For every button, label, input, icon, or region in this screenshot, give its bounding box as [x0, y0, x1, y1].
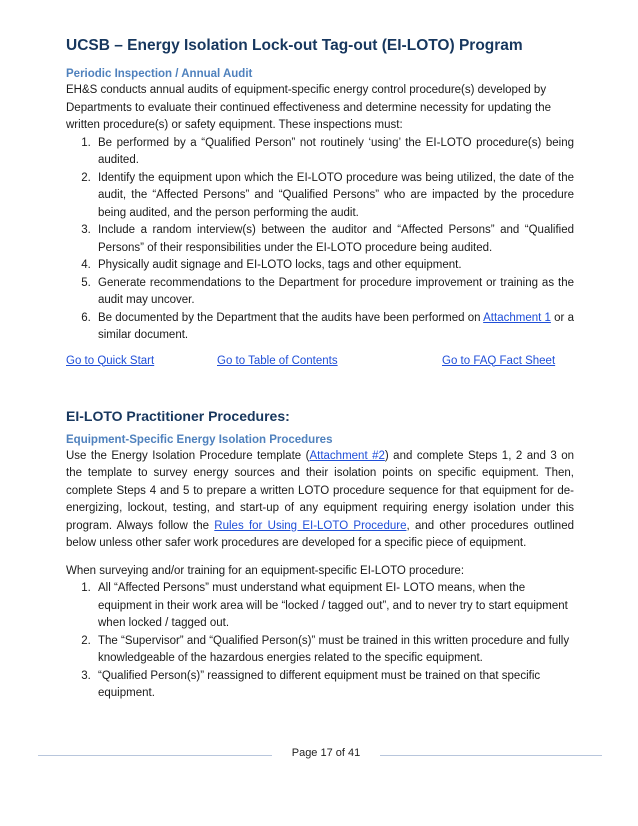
document-page [66, 36, 574, 703]
survey-intro: When surveying and/or training for an equipment-specific EI-LOTO procedure: [66, 564, 465, 577]
table-of-contents-link[interactable]: Go to Table of Contents [217, 354, 338, 367]
list-item: 5. Generate recommendations to the Department for procedure improvement or training as the audit may uncover. [94, 275, 574, 310]
paragraph-text: Use the Energy Isolation Procedure template ( [66, 449, 310, 462]
practitioner-heading: EI-LOTO Practitioner Procedures: [66, 407, 290, 424]
list-item: 3. “Qualified Person(s)” reassigned to different equipment must be trained on that specific equipment. [94, 668, 574, 703]
practitioner-paragraph [66, 448, 574, 553]
audit-intro: EH&S conducts annual audits of equipment-specific energy control procedure(s) developed by Departments to evaluate their continued effectiveness and determine necessity for updating the written procedure(s) or safety equipment. These inspections must: [66, 84, 551, 131]
quick-start-link[interactable]: Go to Quick Start [66, 354, 155, 367]
list-item: 1. All “Affected Persons” must understand what equipment EI- LOTO means, when the equipment in their work area will be “locked / tagged out”, and to never try to start equipment when locked / tagged out. [94, 580, 574, 633]
attachment-2-link[interactable]: Attachment #2 [309, 449, 385, 462]
footer-divider [38, 755, 272, 756]
navigation-links [66, 353, 574, 370]
spacer [66, 553, 574, 563]
page-footer [0, 744, 638, 768]
list-item: 2. The “Supervisor” and “Qualified Person(s)” must be trained in this written procedure and fully knowledgeable of the hazardous energies related to the specific equipment. [94, 633, 574, 668]
list-item-text: or a similar document. [98, 311, 574, 341]
list-item: 3. Include a random interview(s) between the auditor and “Affected Persons” and “Qualified Persons” of their responsibilities under the EI-LOTO procedure being audited. [94, 222, 574, 257]
paragraph-text: , and other procedures outlined below unless other safer work procedures are developed for a specific piece of equipment. [66, 519, 574, 549]
list-item [94, 310, 574, 345]
list-item: 4. Physically audit signage and EI-LOTO locks, tags and other equipment. [94, 257, 574, 275]
page-number: Page 17 of 41 [291, 747, 361, 759]
footer-divider [380, 755, 602, 756]
survey-requirements-list [66, 580, 574, 703]
paragraph-text: ) and complete Steps 1, 2 and 3 on the template to survey energy sources and their isolation points on specific equipment. Then, complete Steps 4 and 5 to prepare a written LOTO procedure sequence for that equipment for de-energizing, lockout, testing, and start-up of any equipment requiring energy isolation under this program. Always follow the [66, 449, 575, 532]
practitioner-subheading: Equipment-Specific Energy Isolation Procedures [66, 433, 333, 446]
document-title: UCSB – Energy Isolation Lock-out Tag-out (EI-LOTO) Program [66, 37, 523, 54]
list-item-text: Be documented by the Department that the audits have been performed on [98, 311, 484, 324]
faq-fact-sheet-link[interactable]: Go to FAQ Fact Sheet [442, 354, 556, 367]
attachment-1-link[interactable]: Attachment 1 [483, 311, 551, 324]
rules-link[interactable]: Rules for Using EI-LOTO Procedure [214, 519, 407, 532]
list-item: 2. Identify the equipment upon which the EI-LOTO procedure was being utilized, the date of the audit, the “Affected Persons” and “Qualified Persons” who are impacted by the procedure being audited, and the person performing the audit. [94, 170, 574, 223]
list-item: 1. Be performed by a “Qualified Person” not routinely ‘using’ the EI-LOTO procedure(s) being audited. [94, 135, 574, 170]
audit-heading: Periodic Inspection / Annual Audit [66, 68, 253, 80]
audit-requirements-list [66, 135, 574, 345]
